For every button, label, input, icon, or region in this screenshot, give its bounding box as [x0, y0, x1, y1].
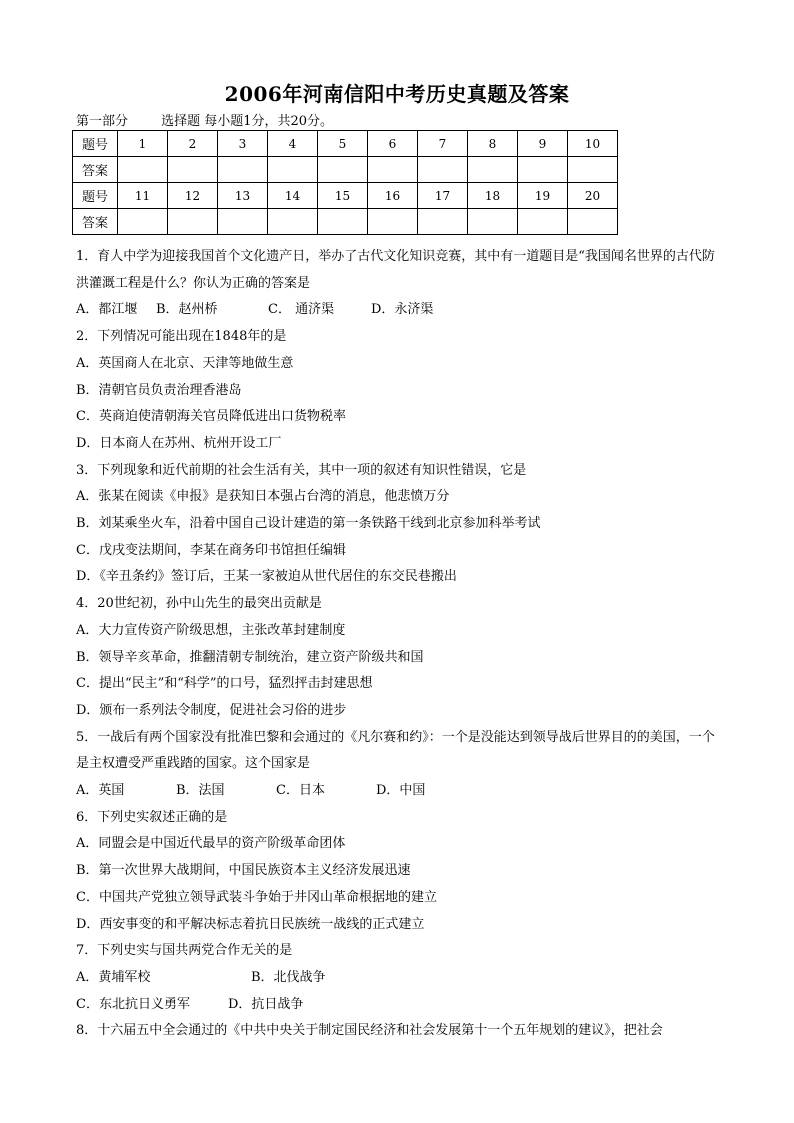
option-b: B．法国 [176, 783, 225, 799]
option-d: D．中国 [376, 783, 426, 799]
question-number: 3 [218, 131, 268, 157]
option-a: A．英国商人在北京、天津等地做生意 [76, 355, 294, 371]
answer-cell[interactable] [468, 157, 518, 183]
question-stem: 8．十六届五中全会通过的《中共中央关于制定国民经济和社会发展第十一个五年规划的建议》，把社会 [76, 1023, 663, 1039]
question-number: 19 [518, 183, 568, 209]
section-intro [76, 110, 333, 129]
answer-cell[interactable] [268, 209, 318, 235]
question-stem: 4．20世纪初，孙中山先生的最突出贡献是 [76, 596, 322, 612]
question-number: 16 [368, 183, 418, 209]
option-b: B．刘某乘坐火车，沿着中国自己设计建造的第一条铁路干线到北京参加科举考试 [76, 516, 541, 532]
option-c: C．东北抗日义勇军 [76, 996, 190, 1012]
option-d: D．日本商人在苏州、杭州开设工厂 [76, 435, 282, 451]
question-stem: 7．下列史实与国共两党合作无关的是 [76, 943, 293, 959]
answer-table [72, 130, 618, 235]
question-number: 9 [518, 131, 568, 157]
question-stem: 2．下列情况可能出现在1848年的是 [76, 329, 287, 345]
option-d: D．永济渠 [371, 302, 434, 318]
section-description: 选择题 每小题1分，共20分。 [161, 114, 334, 129]
answer-cell[interactable] [418, 157, 468, 183]
table-row [73, 131, 618, 157]
answer-cell[interactable] [368, 157, 418, 183]
option-c: C．英商迫使清朝海关官员降低进出口货物税率 [76, 409, 346, 425]
option-c: C．戊戌变法期间，李某在商务印书馆担任编辑 [76, 542, 346, 558]
option-a: A．大力宣传资产阶级思想，主张改革封建制度 [76, 622, 346, 638]
option-d: D．颁布一系列法令制度，促进社会习俗的进步 [76, 702, 347, 718]
option-a: A．英国 [76, 783, 125, 799]
option-a: A．同盟会是中国近代最早的资产阶级革命团体 [76, 836, 346, 852]
question-number: 2 [168, 131, 218, 157]
row-label-question: 题号 [73, 131, 118, 157]
answer-cell[interactable] [268, 157, 318, 183]
answer-cell[interactable] [318, 209, 368, 235]
question-number: 15 [318, 183, 368, 209]
table-row [73, 209, 618, 235]
answer-cell[interactable] [518, 209, 568, 235]
answer-cell[interactable] [168, 209, 218, 235]
option-row [76, 297, 721, 324]
answer-cell[interactable] [118, 209, 168, 235]
row-label-answer: 答案 [73, 209, 118, 235]
question-number: 5 [318, 131, 368, 157]
option-c: C．中国共产党独立领导武装斗争始于井冈山革命根据地的建立 [76, 889, 437, 905]
question-number: 14 [268, 183, 318, 209]
option-b: B．第一次世界大战期间，中国民族资本主义经济发展迅速 [76, 863, 411, 879]
question-number: 1 [118, 131, 168, 157]
option-a: A．都江堰 [76, 302, 138, 318]
question-number: 7 [418, 131, 468, 157]
table-row [73, 157, 618, 183]
answer-cell[interactable] [118, 157, 168, 183]
table-row [73, 183, 618, 209]
page-title: 2006年河南信阳中考历史真题及答案 [224, 82, 570, 106]
option-a: A．张某在阅读《申报》是获知日本强占台湾的消息，他悲愤万分 [76, 489, 450, 505]
answer-cell[interactable] [468, 209, 518, 235]
question-number: 8 [468, 131, 518, 157]
question-stem: 1．育人中学为迎接我国首个文化遗产日，举办了古代文化知识竞赛，其中有一道题目是“我国闻名世界的古代防洪灌溉工程是什么？你认为正确的答案是 [76, 249, 715, 291]
option-b: B．赵州桥 [156, 302, 218, 318]
option-row [76, 778, 721, 805]
option-a: A．黄埔军校 [76, 969, 151, 985]
question-stem: 6．下列史实叙述正确的是 [76, 809, 228, 825]
question-number: 20 [568, 183, 618, 209]
question-stem: 3．下列现象和近代前期的社会生活有关，其中一项的叙述有知识性错误，它是 [76, 462, 527, 478]
question-number: 6 [368, 131, 418, 157]
option-c: C．日本 [276, 783, 325, 799]
question-number: 4 [268, 131, 318, 157]
option-b: B．清朝官员负责治理香港岛 [76, 382, 242, 398]
section-part-label: 第一部分 [76, 114, 129, 129]
row-label-answer: 答案 [73, 157, 118, 183]
question-number: 13 [218, 183, 268, 209]
question-list [76, 244, 721, 1045]
answer-cell[interactable] [568, 157, 618, 183]
answer-cell[interactable] [518, 157, 568, 183]
question-number: 11 [118, 183, 168, 209]
option-c: C．提出“民主”和“科学”的口号，猛烈抨击封建思想 [76, 676, 373, 692]
question-number: 17 [418, 183, 468, 209]
answer-cell[interactable] [418, 209, 468, 235]
option-b: B．北伐战争 [251, 969, 326, 985]
option-d: D．抗日战争 [228, 996, 304, 1012]
question-number: 12 [168, 183, 218, 209]
section-spacer [128, 114, 161, 129]
row-label-question: 题号 [73, 183, 118, 209]
answer-cell[interactable] [318, 157, 368, 183]
answer-cell[interactable] [568, 209, 618, 235]
option-d: D．西安事变的和平解决标志着抗日民族统一战线的正式建立 [76, 916, 425, 932]
answer-cell[interactable] [168, 157, 218, 183]
option-d: D．《辛丑条约》签订后，王某一家被迫从世代居住的东交民巷搬出 [76, 569, 457, 585]
answer-cell[interactable] [218, 157, 268, 183]
question-stem: 5．一战后有两个国家没有批准巴黎和会通过的《凡尔赛和约》：一个是没能达到领导战后世界目的的美国，一个是主权遭受严重践踏的国家。这个国家是 [76, 729, 715, 772]
option-b: B．领导辛亥革命，推翻清朝专制统治，建立资产阶级共和国 [76, 649, 424, 665]
option-row [76, 992, 721, 1019]
answer-cell[interactable] [368, 209, 418, 235]
option-c: C． 通济渠 [268, 302, 335, 318]
question-number: 10 [568, 131, 618, 157]
option-row [76, 965, 721, 992]
question-number: 18 [468, 183, 518, 209]
answer-cell[interactable] [218, 209, 268, 235]
